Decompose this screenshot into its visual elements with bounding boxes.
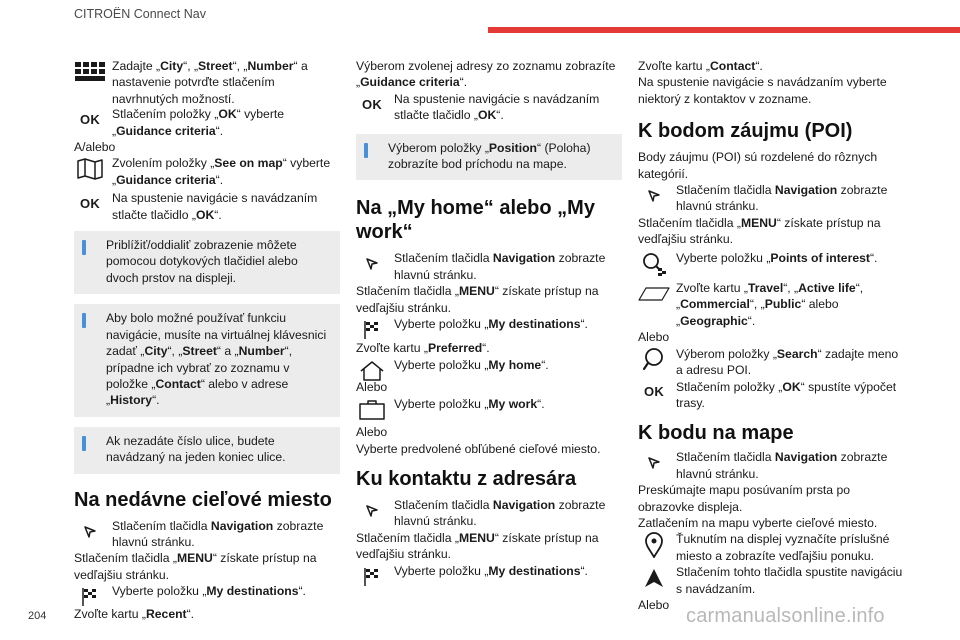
step-menu: Stlačením tlačidla „MENU“ získate prístup na vedľajšiu stránku. — [356, 284, 599, 315]
step-start-guidance: Stlačením tohto tlačidla spustite navigáciu s navádzaním. — [638, 564, 904, 597]
step-ok-route: OK Stlačením položky „OK“ spustíte výpočet trasy. — [638, 379, 904, 412]
step-navigation: Stlačením tlačidla Navigation zobrazte hlavnú stránku. — [356, 250, 622, 283]
column-2 — [356, 58, 622, 579]
navigation-arrow-icon — [74, 522, 106, 542]
navigation-arrow-icon — [356, 501, 388, 521]
poi-intro: Body záujmu (POI) sú rozdelené do rôznych kategórií. — [638, 150, 878, 181]
column-3 — [638, 58, 904, 613]
keyboard-grid-icon — [74, 62, 106, 82]
navigation-triangle-icon — [638, 568, 670, 588]
info-box-keyboard: Aby bolo možné používať funkciu navigácie, musíte na virtuálnej klávesnici zadať „City“, „Street“ a „Number“, prípadne ich vybrať zo zoznamu v položke „Contact“ alebo v adrese „History“. — [74, 304, 340, 416]
info-box-zoom: Priblížiť/oddialiť zobrazenie môžete pomocou dotykových tlačidiel alebo dvoch prstov na displeji. — [74, 231, 340, 294]
step-text: Zadajte „City“, „Street“, „Number“ a nastavenie potvrďte stlačením navrhnutých možností. — [112, 59, 308, 106]
step-points-of-interest: Vyberte položku „Points of interest“. — [638, 250, 904, 266]
step-menu: Stlačením tlačidla „MENU“ získate prístup na vedľajšiu stránku. — [74, 551, 317, 582]
section-heading-home-work: Na „My home“ alebo „My work“ — [356, 197, 595, 244]
step-ok-start: OK Na spustenie navigácie s navádzaním stlačte tlačidlo „OK“. — [356, 91, 622, 124]
step-favorite: Vyberte predvolené obľúbené cieľové miesto. — [356, 441, 601, 456]
info-box-street-number: Ak nezadáte číslo ulice, budete navádzaný na jeden koniec ulice. — [74, 427, 340, 474]
step-menu: Stlačením tlačidla „MENU“ získate prístup na vedľajšiu stránku. — [638, 215, 881, 247]
info-icon — [82, 240, 86, 255]
step-my-destinations: Vyberte položku „My destinations“. — [356, 563, 622, 579]
tag-label-icon — [638, 284, 670, 304]
step-menu: Stlačením tlačidla „MENU“ získate prístup na vedľajšiu stránku. — [356, 530, 599, 562]
navigation-arrow-icon — [356, 254, 388, 274]
step-select-address: Výberom zvolenej adresy zo zoznamu zobrazíte „Guidance criteria“. — [356, 59, 616, 90]
step-search: Výberom položky „Search“ zadajte meno a adresu POI. — [638, 346, 904, 379]
poi-search-icon — [638, 254, 670, 274]
ok-icon: OK — [361, 96, 383, 112]
step-my-destinations: Vyberte položku „My destinations“. — [356, 316, 622, 332]
or-label: Alebo — [356, 380, 388, 395]
step-text: Na spustenie navigácie s navádzaním stlačte tlačidlo „OK“. — [112, 191, 318, 222]
watermark: carmanualsonline.info — [686, 605, 885, 627]
step-explore-map: Preskúmajte mapu posúvaním prsta po obrazovke displeja. — [638, 483, 851, 514]
search-icon — [638, 350, 670, 370]
step-contact-tab: Zvoľte kartu „Contact“. — [638, 59, 763, 73]
step-my-work: Vyberte položku „My work“. — [356, 396, 622, 412]
step-ok-guidance — [74, 106, 340, 139]
step-select-contact: Na spustenie navigácie s navádzaním vyberte niektorý z kontaktov v zozname. — [638, 75, 887, 106]
step-press-map: Zatlačením na mapu vyberte cieľové miesto. — [638, 515, 878, 530]
info-icon — [82, 313, 86, 328]
navigation-arrow-icon — [638, 186, 670, 206]
step-my-home: Vyberte položku „My home“. — [356, 357, 622, 373]
page-number: 204 — [28, 610, 47, 622]
map-icon — [74, 159, 106, 179]
or-label: A/alebo — [74, 140, 116, 155]
or-label: Alebo — [356, 425, 388, 440]
step-preferred-tab: Zvoľte kartu „Preferred“. — [356, 341, 490, 356]
step-navigation: Stlačením tlačidla Navigation zobrazte hlavnú stránku. — [74, 518, 340, 551]
info-icon — [82, 436, 86, 451]
info-icon — [364, 143, 368, 158]
step-text: Zvolením položky „See on map“ vyberte „Guidance criteria“. — [112, 156, 331, 187]
step-see-on-map — [74, 155, 340, 188]
step-enter-address — [74, 58, 340, 107]
flag-icon — [356, 567, 388, 587]
step-navigation: Stlačením tlačidla Navigation zobrazte hlavnú stránku. — [638, 182, 904, 215]
section-heading-recent: Na nedávne cieľové miesto — [74, 488, 332, 511]
location-pin-icon — [638, 535, 670, 555]
step-navigation: Stlačením tlačidla Navigation zobrazte hlavnú stránku. — [638, 449, 904, 482]
or-label: Alebo — [638, 330, 670, 345]
section-heading-contact: Ku kontaktu z adresára — [356, 467, 577, 490]
ok-icon: OK — [79, 112, 101, 128]
or-label: Alebo — [638, 597, 670, 612]
step-text: Stlačením položky „OK“ vyberte „Guidance criteria“. — [112, 107, 285, 138]
section-heading-map-point: K bodu na mape — [638, 422, 794, 445]
column-1 — [74, 58, 340, 622]
home-icon — [356, 361, 388, 381]
flag-icon — [356, 320, 388, 340]
info-box-position: Výberom položky „Position“ (Poloha) zobrazíte bod príchodu na mape. — [356, 134, 622, 181]
ok-icon: OK — [79, 196, 101, 212]
step-tap-display: Ťuknutím na displej vyznačíte príslušné miesto a zobrazíte vedľajšiu ponuku. — [638, 531, 904, 564]
flag-icon — [74, 587, 106, 607]
section-heading-poi: K bodom záujmu (POI) — [638, 120, 853, 143]
briefcase-icon — [356, 400, 388, 420]
red-header-bar — [488, 27, 960, 33]
step-ok-start — [74, 190, 340, 223]
ok-icon: OK — [643, 384, 665, 400]
step-recent-tab: Zvoľte kartu „Recent“. — [74, 606, 195, 621]
step-category-tabs: Zvoľte kartu „Travel“, „Active life“, „Commercial“, „Public“ alebo „Geographic“. — [638, 280, 904, 329]
step-my-destinations: Vyberte položku „My destinations“. — [74, 583, 340, 599]
running-header: CITROËN Connect Nav — [74, 7, 206, 21]
navigation-arrow-icon — [638, 453, 670, 473]
step-navigation: Stlačením tlačidla Navigation zobrazte hlavnú stránku. — [356, 497, 622, 530]
